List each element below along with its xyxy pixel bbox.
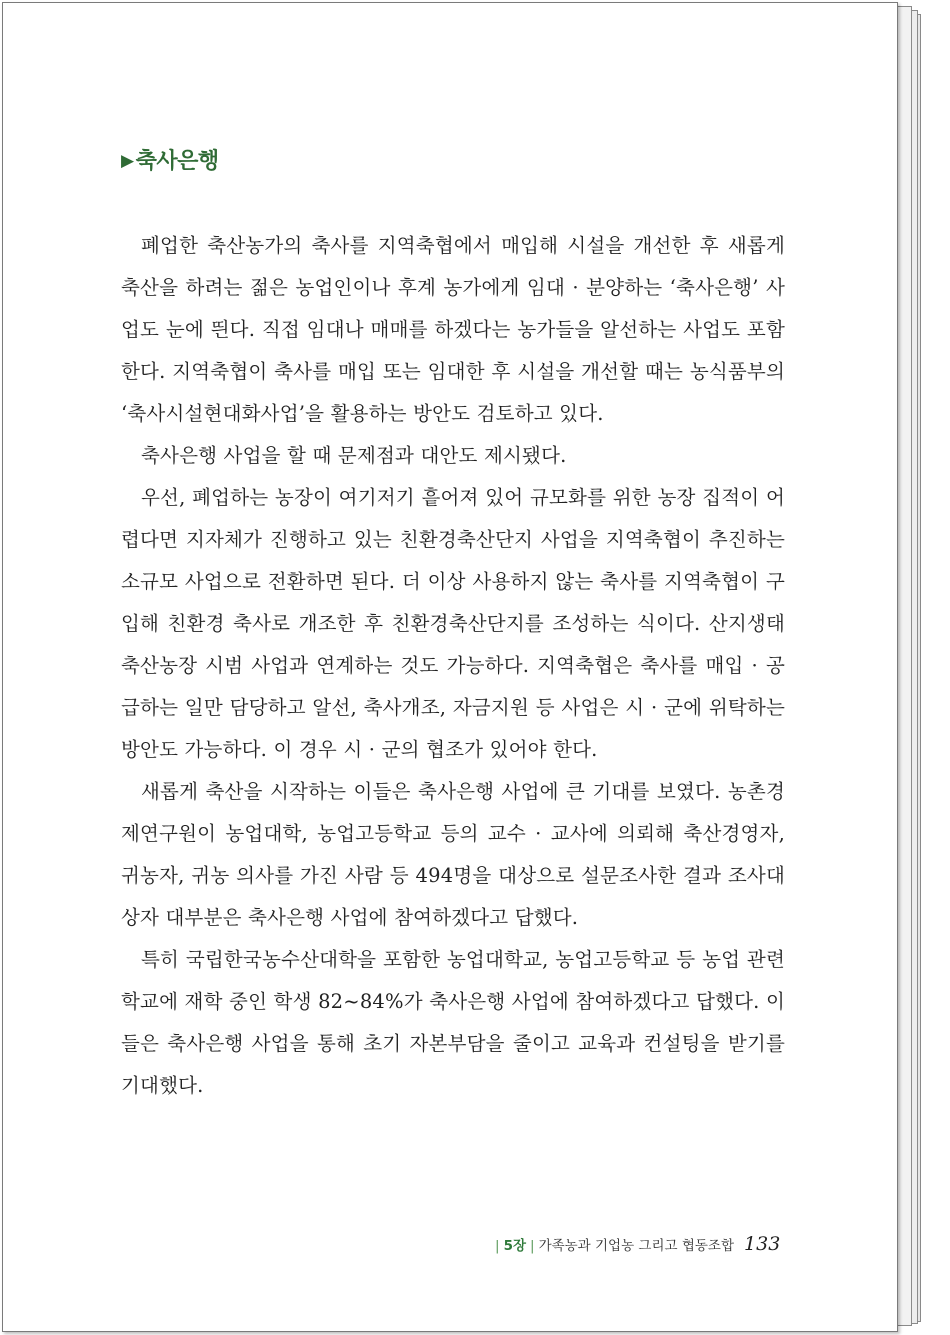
triangle-marker-icon: ▶ [121,151,134,171]
separator: | [495,1238,500,1254]
chapter-label: 5장 [503,1238,526,1254]
body-text [121,225,785,1107]
page-footer [491,1233,780,1255]
chapter-title: 가족농과 기업농 그리고 협동조합 [538,1238,735,1254]
separator: | [530,1238,535,1254]
page-number: 133 [744,1233,781,1255]
section-title: 축사은행 [135,149,219,174]
page-edge [897,6,912,1326]
book-page [2,2,898,1332]
section-heading [121,144,219,175]
paragraph: 축사은행 사업을 할 때 문제점과 대안도 제시됐다. [141,444,567,467]
paragraph: 특히 국립한국농수산대학을 포함한 농업대학교, 농업고등학교 등 농업 관련 학교에 재학 중인 학생 82~84%가 축사은행 사업에 참여하겠다고 답했다. 이들은 축사은행 사업을 통해 초기 자본부담을 줄이고 교육과 컨설팅을 받기를 기대했다. [121,948,785,1097]
paragraph: 새롭게 축산을 시작하는 이들은 축사은행 사업에 큰 기대를 보였다. 농촌경제연구원이 농업대학, 농업고등학교 등의 교수 · 교사에 의뢰해 축산경영자, 귀농자, 귀농 의사를 가진 사람 등 494명을 대상으로 설문조사한 결과 조사대상자 대부분은 축사은행 사업에 참여하겠다고 답했다. [121,780,785,929]
paragraph: 폐업한 축산농가의 축사를 지역축협에서 매입해 시설을 개선한 후 새롭게 축산을 하려는 젊은 농업인이나 후계 농가에게 임대 · 분양하는 ‘축사은행’ 사업도 눈에 띈다. 직접 임대나 매매를 하겠다는 농가들을 알선하는 사업도 포함한다. 지역축협이 축사를 매입 또는 임대한 후 시설을 개선할 때는 농식품부의 ‘축사시설현대화사업’을 활용하는 방안도 검토하고 있다. [121,234,785,425]
paragraph: 우선, 폐업하는 농장이 여기저기 흩어져 있어 규모화를 위한 농장 집적이 어렵다면 지자체가 진행하고 있는 친환경축산단지 사업을 지역축협이 추진하는 소규모 사업으로 전환하면 된다. 더 이상 사용하지 않는 축사를 지역축협이 구입해 친환경 축사로 개조한 후 친환경축산단지를 조성하는 식이다. 산지생태축산농장 시범 사업과 연계하는 것도 가능하다. 지역축협은 축사를 매입 · 공급하는 일만 담당하고 알선, 축사개조, 자금지원 등 사업은 시 · 군에 위탁하는 방안도 가능하다. 이 경우 시 · 군의 협조가 있어야 한다. [121,486,785,761]
